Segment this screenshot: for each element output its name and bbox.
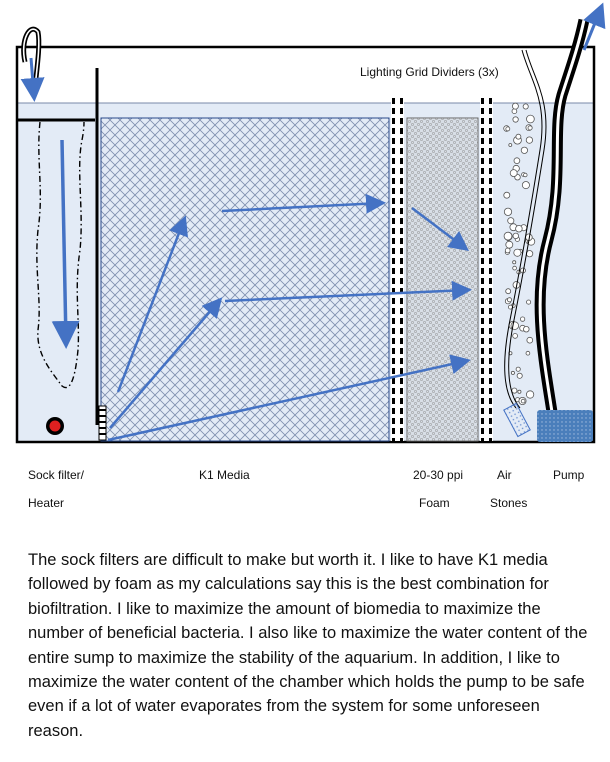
bubble [504, 192, 510, 198]
bubble [524, 326, 530, 332]
bubble [513, 261, 516, 264]
bubble [513, 233, 519, 239]
bubble [512, 109, 517, 114]
label-stones: Stones [490, 496, 528, 510]
bubble [516, 134, 521, 139]
bubble [512, 103, 518, 109]
bubble [506, 241, 513, 248]
bubble [504, 208, 511, 215]
label-pump: Pump [553, 468, 585, 482]
k1-bottom-stub [99, 406, 106, 440]
bubble [509, 144, 512, 147]
grid-dividers-label: Lighting Grid Dividers (3x) [360, 65, 499, 79]
k1-media-area [101, 118, 389, 441]
bubble [527, 115, 535, 123]
label-sock-filter: Sock filter/ [28, 468, 85, 482]
bubble [522, 182, 529, 189]
bubble [508, 218, 514, 224]
bubble [513, 266, 517, 270]
bubble [518, 390, 521, 393]
bubble [516, 367, 520, 371]
bubble [504, 232, 512, 240]
bubble [511, 371, 514, 374]
bubble [526, 391, 533, 398]
bubble [506, 127, 510, 131]
bubble [528, 126, 532, 130]
foam-area-tint [407, 118, 478, 441]
description-paragraph: The sock filters are difficult to make but worth it. I like to have K1 media followed by foam as my calculations say this is the best combination for biofiltration. I like to maximize the amount of biomedia to maximize the number of beneficial bacteria. I also like to maximize the water content of the entire sump to maximize the stability of the aquarium. In addition, I like to maximize the water content of the chamber which holds the pump to be safe even if a lot of water evaporates from the system for some unforeseen reason. [28, 551, 588, 740]
bubble [512, 388, 517, 393]
bubble [520, 317, 524, 321]
bubble [516, 225, 523, 232]
bubble [506, 289, 511, 294]
pump-texture [537, 410, 593, 442]
label-foam: Foam [419, 496, 450, 510]
bubble [510, 170, 517, 177]
bubble [527, 337, 533, 343]
bubble [517, 373, 522, 378]
bubble [526, 351, 530, 355]
label-k1-media: K1 Media [199, 468, 250, 482]
flow-arrow-inlet [31, 58, 34, 96]
label-heater: Heater [28, 496, 65, 510]
bubble [521, 147, 527, 153]
bubble [526, 137, 532, 143]
label-foam-ppi: 20-30 ppi [413, 468, 464, 482]
bubble [505, 248, 510, 253]
bubble [521, 399, 525, 403]
bubble [514, 249, 521, 256]
bubble [524, 173, 528, 177]
heater-core [50, 421, 61, 432]
bubble [514, 158, 520, 164]
bubble [513, 117, 518, 122]
bubble [513, 334, 518, 339]
bubble [527, 300, 531, 304]
label-air: Air [497, 468, 512, 482]
bubble [507, 298, 511, 302]
bubble [523, 104, 528, 109]
